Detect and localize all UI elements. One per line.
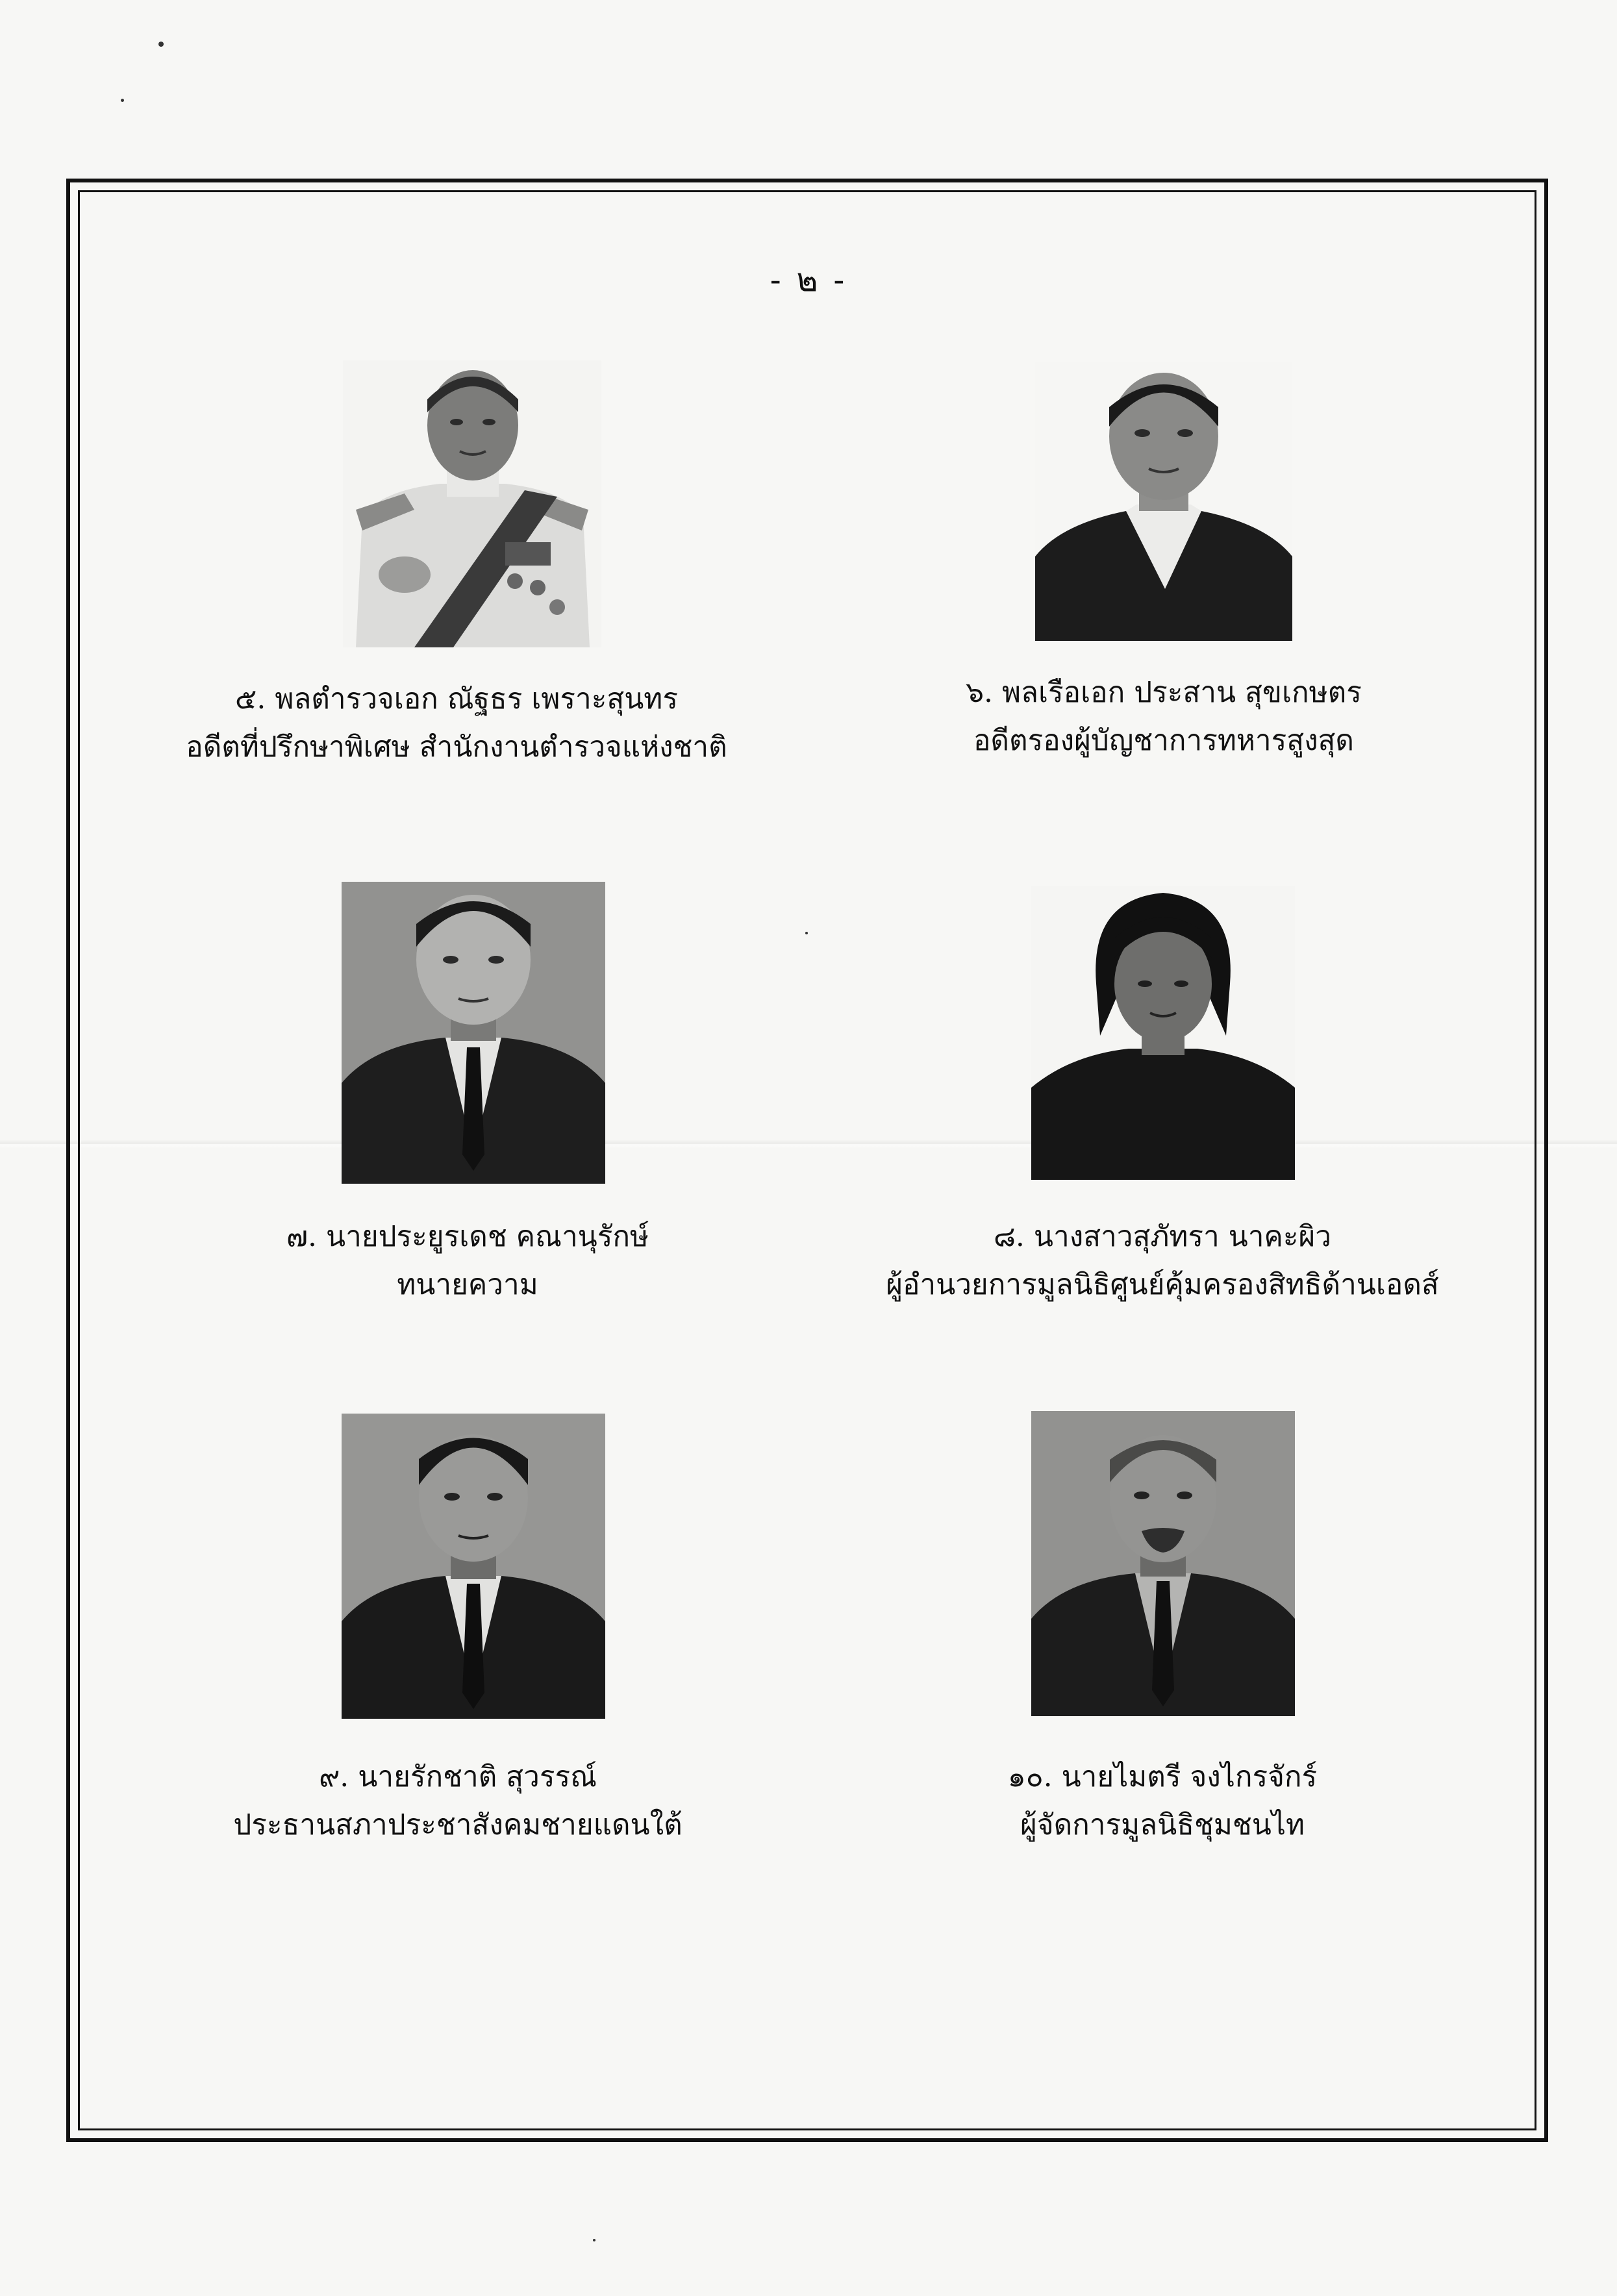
- photo-entry-7: [342, 882, 605, 1184]
- portrait-suit-tie-image: [342, 882, 605, 1184]
- page-number: - ๒ -: [770, 261, 847, 299]
- person-name: นางสาวสุภัทรา นาคะผิว: [1033, 1220, 1331, 1253]
- caption-entry-6: [807, 669, 1521, 765]
- person-position: อดีตรองผู้บัญชาการทหารสูงสุด: [973, 724, 1354, 757]
- person-name: นายประยูรเดช คณานุรักษ์: [326, 1220, 649, 1253]
- photo-entry-8: [1031, 886, 1295, 1180]
- photo-entry-5: [343, 360, 601, 647]
- person-position: ทนายความ: [397, 1268, 538, 1301]
- portrait-woman-dark-top-image: [1031, 886, 1295, 1180]
- person-name: นายไมตรี จงไกรจักร์: [1061, 1760, 1318, 1793]
- photo-entry-6: [1035, 362, 1292, 641]
- person-position: อดีตที่ปรึกษาพิเศษ สำนักงานตำรวจแห่งชาติ: [186, 730, 727, 764]
- scan-speck: [121, 99, 124, 102]
- person-position: ผู้จัดการมูลนิธิชุมชนไท: [1020, 1808, 1305, 1841]
- scan-speck: [593, 2239, 595, 2241]
- caption-entry-5: [99, 675, 814, 771]
- person-name: นายรักชาติ สุวรรณ์: [358, 1760, 597, 1793]
- entry-9-name-line: [101, 1753, 815, 1801]
- scan-speck: [158, 42, 164, 47]
- entry-number: ๙.: [319, 1760, 349, 1793]
- portrait-suit-tie-image: [342, 1414, 605, 1719]
- entry-7-name-line: [110, 1213, 825, 1261]
- photo-entry-10: [1031, 1411, 1295, 1716]
- caption-entry-9: [101, 1753, 815, 1849]
- entry-number: ๗.: [286, 1220, 318, 1253]
- person-position: ผู้อำนวยการมูลนิธิศูนย์คุ้มครองสิทธิด้านเอดส์: [886, 1268, 1439, 1301]
- entry-8-name-line: [805, 1213, 1520, 1261]
- entry-number: ๑๐.: [1007, 1760, 1053, 1793]
- caption-entry-8: [805, 1213, 1520, 1309]
- entry-number: ๘.: [993, 1220, 1025, 1253]
- entry-number: ๖.: [966, 676, 994, 709]
- person-position: ประธานสภาประชาสังคมชายแดนใต้: [233, 1808, 683, 1841]
- entry-10-name-line: [805, 1753, 1520, 1801]
- portrait-suit-open-collar-image: [1035, 362, 1292, 641]
- portrait-police-uniform-image: [343, 360, 601, 647]
- photo-entry-9: [342, 1414, 605, 1719]
- portrait-suit-tie-beard-image: [1031, 1411, 1295, 1716]
- entry-5-name-line: [99, 675, 814, 723]
- entry-number: ๕.: [235, 682, 266, 716]
- person-name: พลตำรวจเอก ณัฐธร เพราะสุนทร: [275, 682, 678, 716]
- caption-entry-7: [110, 1213, 825, 1309]
- caption-entry-10: [805, 1753, 1520, 1849]
- person-name: พลเรือเอก ประสาน สุขเกษตร: [1002, 676, 1362, 709]
- entry-6-name-line: [807, 669, 1521, 717]
